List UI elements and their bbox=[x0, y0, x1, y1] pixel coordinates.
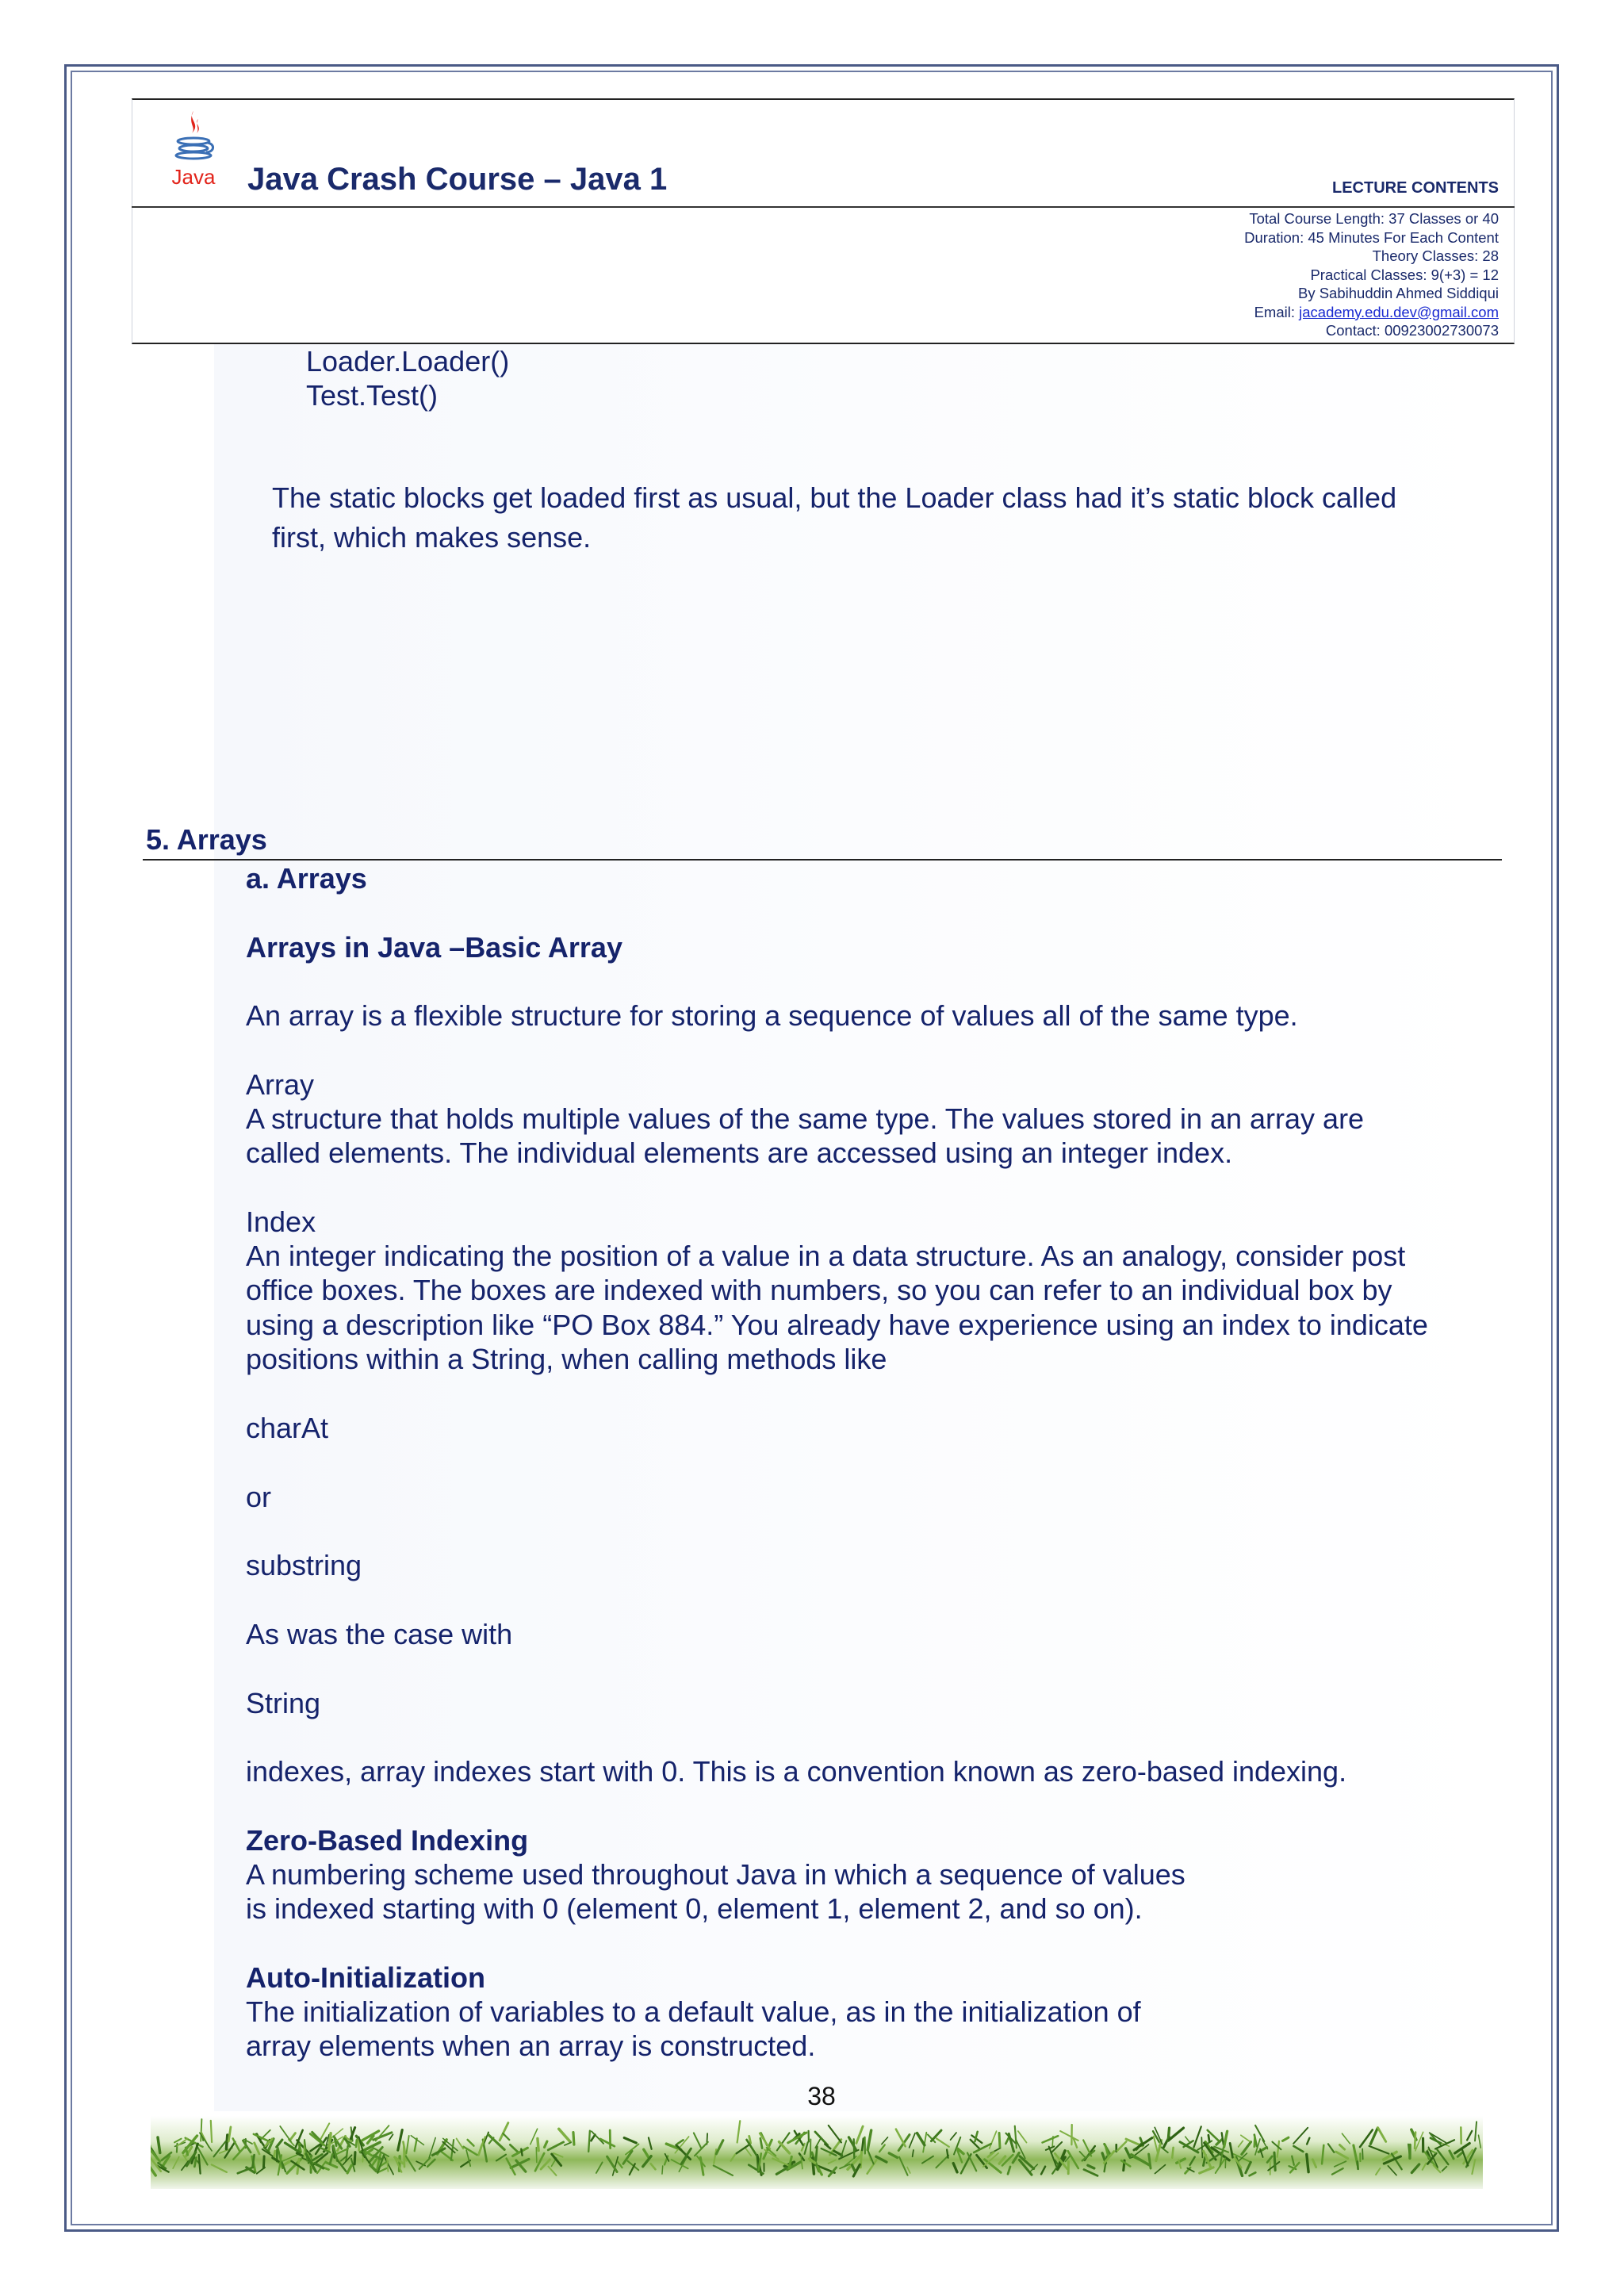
term-zero-based-indexing: Zero-Based Indexing bbox=[246, 1824, 529, 1857]
meta-author: By Sabihuddin Ahmed Siddiqui bbox=[1297, 285, 1499, 301]
java-logo-text: Java bbox=[171, 165, 216, 189]
course-meta bbox=[1244, 209, 1499, 340]
term-index: Index bbox=[246, 1205, 316, 1238]
meta-practical: Practical Classes: 9(+3) = 12 bbox=[1310, 266, 1499, 283]
as-was-line: As was the case with bbox=[246, 1618, 513, 1650]
definition-line: array elements when an array is constructed. bbox=[246, 2030, 816, 2062]
term-array: Array bbox=[246, 1068, 315, 1101]
meta-email-line bbox=[1244, 303, 1499, 322]
code-line: Test.Test() bbox=[306, 379, 439, 412]
paragraph-line: first, which makes sense. bbox=[272, 521, 592, 554]
grass-blade bbox=[1201, 2137, 1202, 2157]
grass-blade bbox=[662, 2166, 663, 2174]
grass-blade bbox=[1274, 2152, 1275, 2170]
subheading-basic-array: Arrays in Java –Basic Array bbox=[246, 931, 622, 964]
email-link[interactable]: jacademy.edu.dev@gmail.com bbox=[1299, 303, 1499, 320]
grass-blade bbox=[1362, 2148, 1363, 2159]
grass-blade bbox=[854, 2139, 855, 2158]
course-title: Java Crash Course – Java 1 bbox=[247, 162, 668, 197]
definition-line: using a description like “PO Box 884.” You already have experience using an index to indicate bbox=[246, 1309, 1428, 1341]
grass-blade bbox=[1307, 2154, 1308, 2171]
grass-blade bbox=[573, 2133, 574, 2145]
definition-line: office boxes. The boxes are indexed with numbers, so you can refer to an individual box by bbox=[246, 1274, 1392, 1306]
grass-blade bbox=[749, 2136, 751, 2143]
word-string: String bbox=[246, 1687, 321, 1719]
definition-line: The initialization of variables to a default value, as in the initialization of bbox=[246, 1995, 1141, 2028]
definition-line: positions within a String, when calling methods like bbox=[246, 1343, 887, 1375]
term-auto-initialization: Auto-Initialization bbox=[246, 1961, 485, 1994]
grass-blade bbox=[999, 2133, 1000, 2147]
grass-blade bbox=[536, 2148, 537, 2163]
code-line: Loader.Loader() bbox=[306, 345, 510, 378]
java-logo-icon bbox=[170, 108, 217, 190]
indexes-line: indexes, array indexes start with 0. This is a convention known as zero-based indexing. bbox=[246, 1755, 1347, 1788]
grass-blade bbox=[177, 2144, 178, 2152]
definition-line: A structure that holds multiple values of the same type. The values stored in an array are bbox=[246, 1102, 1365, 1135]
grass-blade bbox=[335, 2137, 336, 2145]
grass-blade bbox=[947, 2150, 948, 2158]
meta-contact: Contact: 00923002730073 bbox=[1325, 322, 1499, 339]
grass-blade bbox=[862, 2138, 864, 2150]
grass-blade bbox=[816, 2147, 817, 2161]
definition-line: An integer indicating the position of a value in a data structure. As an analogy, consider post bbox=[246, 1240, 1406, 1272]
definition-line: called elements. The individual elements are accessed using an integer index. bbox=[246, 1137, 1233, 1169]
word-or: or bbox=[246, 1481, 272, 1513]
grass-blade bbox=[263, 2156, 264, 2168]
grass-blade bbox=[1208, 2135, 1209, 2141]
meta-email-label: Email: bbox=[1254, 303, 1300, 320]
definition-line: A numbering scheme used throughout Java in which a sequence of values bbox=[246, 1858, 1185, 1891]
grass-blade bbox=[521, 2149, 522, 2156]
intro-paragraph: An array is a flexible structure for storing a sequence of values all of the same type. bbox=[246, 999, 1298, 1032]
grass-blade bbox=[274, 2151, 275, 2157]
method-substring: substring bbox=[246, 1549, 362, 1581]
subsection-heading: a. Arrays bbox=[246, 862, 367, 895]
lecture-contents-label: LECTURE CONTENTS bbox=[1332, 179, 1499, 197]
grass-blade bbox=[226, 2135, 227, 2149]
grass-banner-image bbox=[151, 2116, 1483, 2189]
method-charat: charAt bbox=[246, 1412, 329, 1444]
grass-blade bbox=[211, 2121, 212, 2142]
header-divider bbox=[132, 206, 1515, 208]
paragraph-line: The static blocks get loaded first as usual, but the Loader class had it’s static block called bbox=[272, 481, 1397, 514]
grass-blade bbox=[354, 2152, 355, 2164]
page-number: 38 bbox=[807, 2082, 836, 2110]
grass-blade bbox=[356, 2140, 357, 2147]
section-heading: 5. Arrays bbox=[146, 823, 267, 856]
meta-course-length: Total Course Length: 37 Classes or 40 bbox=[1249, 210, 1499, 227]
grass-blade bbox=[810, 2139, 811, 2160]
definition-line: is indexed starting with 0 (element 0, element 1, element 2, and so on). bbox=[246, 1892, 1143, 1925]
grass-blade bbox=[1254, 2137, 1255, 2147]
meta-duration: Duration: 45 Minutes For Each Content bbox=[1244, 228, 1499, 246]
meta-theory: Theory Classes: 28 bbox=[1372, 247, 1499, 264]
section-rule bbox=[143, 859, 1502, 861]
grass-blade bbox=[1172, 2148, 1173, 2158]
